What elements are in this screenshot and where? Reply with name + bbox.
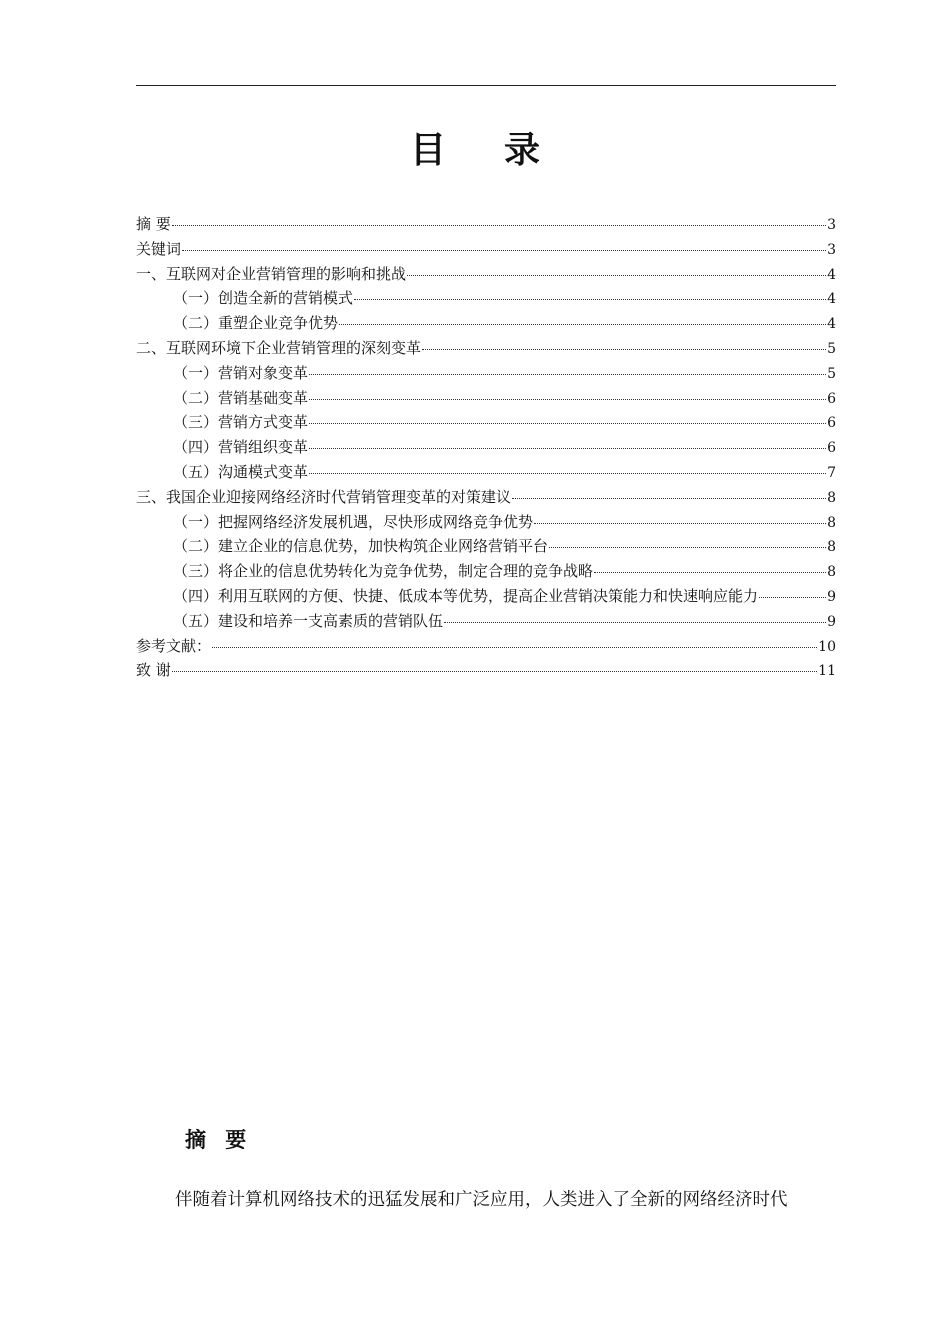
toc-entry-label: （一）营销对象变革 — [173, 363, 309, 382]
toc-entry-label: 二、互联网环境下企业营销管理的深刻变革 — [136, 338, 422, 357]
toc-entry-page: 3 — [827, 241, 836, 258]
toc-entry[interactable] — [136, 361, 836, 386]
toc-title-char: 目 — [409, 130, 446, 171]
toc-leader-dots — [759, 597, 826, 598]
toc-entry-label: （五）沟通模式变革 — [173, 462, 309, 481]
toc-leader-dots — [212, 647, 817, 648]
toc-entry-label: （三）将企业的信息优势转化为竞争优势，制定合理的竞争战略 — [173, 562, 594, 581]
toc-entry-page: 9 — [827, 613, 836, 630]
toc-entry[interactable] — [136, 237, 836, 262]
toc-leader-dots — [309, 399, 826, 400]
toc-leader-dots — [534, 523, 826, 524]
toc-leader-dots — [354, 299, 826, 300]
toc-entry-label: 一、互联网对企业营销管理的影响和挑战 — [136, 264, 407, 283]
toc-entry-label: （二）重塑企业竞争优势 — [173, 314, 339, 333]
toc-entry-label: （四）营销组织变革 — [173, 438, 309, 457]
toc-entry-page: 10 — [818, 638, 836, 655]
toc-entry-label: （三）营销方式变革 — [173, 413, 309, 432]
toc-entry-label: （一）把握网络经济发展机遇，尽快形成网络竞争优势 — [173, 512, 534, 531]
toc-leader-dots — [512, 498, 826, 499]
toc-entry-label: 三、我国企业迎接网络经济时代营销管理变革的对策建议 — [136, 487, 512, 506]
toc-leader-dots — [172, 225, 826, 226]
toc-entry[interactable] — [136, 485, 836, 510]
toc-leader-dots — [309, 473, 826, 474]
toc-entry[interactable] — [136, 559, 836, 584]
toc-entry[interactable] — [136, 435, 836, 460]
toc-entry-page: 11 — [818, 663, 836, 680]
toc-entry[interactable] — [136, 262, 836, 287]
toc-entry-page: 6 — [827, 440, 836, 457]
toc-entry[interactable] — [136, 634, 836, 659]
toc-entry-page: 8 — [827, 514, 836, 531]
toc-leader-dots — [444, 622, 826, 623]
toc-entry-page: 8 — [827, 564, 836, 581]
abstract-first-line: 伴随着计算机网络技术的迅猛发展和广泛应用，人类进入了全新的网络经济时代 — [175, 1190, 788, 1210]
toc-entry-page: 3 — [827, 217, 836, 233]
toc-leader-dots — [339, 324, 826, 325]
toc-entry-label: （四）利用互联网的方便、快捷、低成本等优势，提高企业营销决策能力和快速响应能力 — [173, 586, 759, 605]
toc-entry-page: 8 — [827, 539, 836, 556]
header-rule — [136, 85, 836, 86]
toc-entry-page: 6 — [827, 390, 836, 407]
toc-leader-dots — [172, 671, 817, 672]
toc-entry[interactable] — [136, 336, 836, 361]
toc-entry-page: 6 — [827, 415, 836, 432]
toc-entry-label: （一）创造全新的营销模式 — [173, 289, 354, 308]
toc-entry[interactable] — [136, 510, 836, 535]
toc-entry-label: （五）建设和培养一支高素质的营销队伍 — [173, 611, 444, 630]
toc-entry-label: （二）建立企业的信息优势，加快构筑企业网络营销平台 — [173, 537, 549, 556]
toc-entry-label: （二）营销基础变革 — [173, 388, 309, 407]
toc-entry-page: 8 — [827, 489, 836, 506]
toc-entry-label: 摘 要 — [136, 215, 171, 233]
toc-leader-dots — [594, 572, 826, 573]
toc-entry[interactable] — [136, 386, 836, 411]
toc-leader-dots — [182, 250, 826, 251]
toc-leader-dots — [309, 374, 826, 375]
toc-entry-page: 4 — [827, 316, 836, 333]
toc-entry-page: 7 — [827, 464, 836, 481]
toc-leader-dots — [309, 448, 826, 449]
toc-entry-label: 关键词 — [136, 239, 182, 258]
toc-entry[interactable] — [136, 212, 836, 237]
toc-entry[interactable] — [136, 609, 836, 634]
table-of-contents — [136, 212, 836, 683]
toc-entry-label: 参考文献： — [136, 636, 212, 655]
toc-entry[interactable] — [136, 410, 836, 435]
toc-leader-dots — [549, 547, 826, 548]
toc-entry[interactable] — [136, 658, 836, 683]
toc-entry[interactable] — [136, 311, 836, 336]
toc-entry[interactable] — [136, 534, 836, 559]
toc-leader-dots — [422, 349, 826, 350]
toc-entry-page: 4 — [827, 266, 836, 283]
abstract-heading: 摘 要 — [185, 1128, 253, 1152]
toc-entry-page: 4 — [827, 291, 836, 308]
toc-title-char: 录 — [504, 130, 541, 171]
toc-entry[interactable] — [136, 460, 836, 485]
toc-entry-label: 致 谢 — [136, 661, 171, 680]
toc-leader-dots — [309, 423, 826, 424]
toc-entry[interactable] — [136, 584, 836, 609]
toc-leader-dots — [407, 275, 826, 276]
toc-entry-page: 9 — [827, 588, 836, 605]
toc-entry-page: 5 — [827, 340, 836, 357]
toc-title — [0, 122, 950, 173]
toc-entry[interactable] — [136, 286, 836, 311]
toc-entry-page: 5 — [827, 365, 836, 382]
